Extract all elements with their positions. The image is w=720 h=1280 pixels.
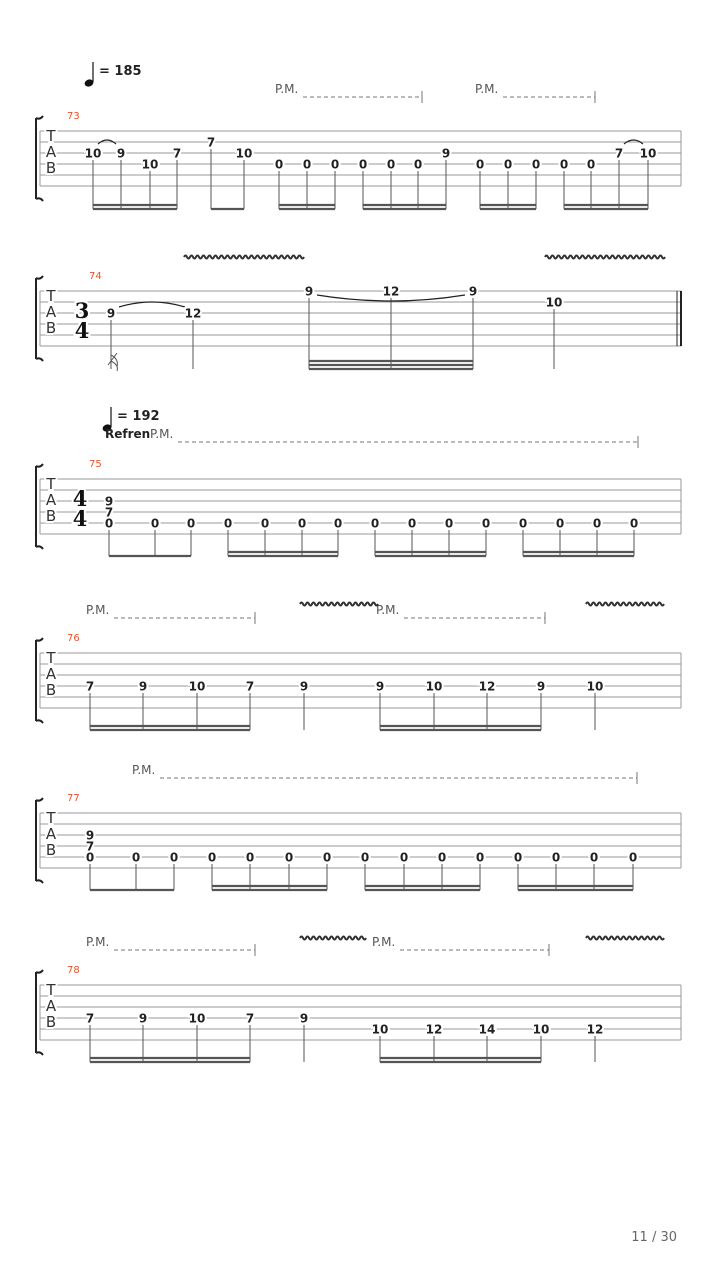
fret-number: 9	[104, 494, 114, 509]
time-signature-denominator: 4	[74, 318, 90, 343]
fret-number: 0	[284, 850, 294, 865]
palm-mute-label: P.M.	[86, 935, 110, 949]
fret-number: 10	[532, 1022, 550, 1037]
measure-number: 75	[89, 459, 102, 470]
palm-mute-label: P.M.	[376, 603, 400, 617]
tab-clef-letter: A	[45, 997, 57, 1015]
fret-number: 7	[85, 1011, 95, 1026]
measure-number: 76	[67, 633, 80, 644]
measure-number: 73	[67, 111, 80, 122]
fret-number: 0	[169, 850, 179, 865]
fret-number: 12	[586, 1022, 604, 1037]
tab-clef-letter: T	[46, 287, 56, 305]
tab-clef-letter: A	[45, 303, 57, 321]
palm-mute-label: P.M.	[275, 82, 299, 96]
tab-clef-letter: A	[45, 665, 57, 683]
fret-number: 9	[441, 146, 451, 161]
fret-number: 7	[104, 505, 114, 520]
tab-clef-letter: T	[46, 809, 56, 827]
vibrato-line	[586, 603, 664, 606]
fret-number: 12	[382, 284, 400, 299]
fret-number: 0	[555, 516, 565, 531]
section-label: Refren	[105, 427, 151, 441]
fret-number: 0	[260, 516, 270, 531]
page-number: 11 / 30	[631, 1230, 677, 1245]
palm-mute-label: P.M.	[132, 763, 156, 777]
fret-number: 0	[322, 850, 332, 865]
fret-number: 7	[245, 1011, 255, 1026]
fret-number: 0	[302, 157, 312, 172]
fret-number: 0	[551, 850, 561, 865]
vibrato-line	[545, 256, 665, 259]
fret-number: 0	[437, 850, 447, 865]
fret-number: 7	[172, 146, 182, 161]
tempo-marking: = 185	[99, 64, 142, 79]
fret-number: 9	[85, 828, 95, 843]
fret-number: 0	[444, 516, 454, 531]
fret-number: 0	[481, 516, 491, 531]
fret-number: 7	[614, 146, 624, 161]
tab-clef-letter: B	[45, 1013, 57, 1031]
grace-flag	[108, 353, 117, 371]
fret-number: 0	[333, 516, 343, 531]
fret-number: 7	[85, 679, 95, 694]
fret-number: 9	[138, 1011, 148, 1026]
fret-number: 10	[545, 295, 563, 310]
fret-number: 0	[531, 157, 541, 172]
tempo-marking: = 192	[117, 409, 160, 424]
fret-number: 0	[330, 157, 340, 172]
fret-number: 0	[358, 157, 368, 172]
vibrato-line	[184, 256, 304, 259]
tab-clef-letter: T	[46, 649, 56, 667]
palm-mute-label: P.M.	[475, 82, 499, 96]
fret-number: 12	[184, 306, 202, 321]
fret-number: 0	[223, 516, 233, 531]
tab-clef-letter: B	[45, 841, 57, 859]
fret-number: 0	[245, 850, 255, 865]
fret-number: 0	[131, 850, 141, 865]
fret-number: 10	[371, 1022, 389, 1037]
fret-number: 0	[513, 850, 523, 865]
palm-mute-label: P.M.	[86, 603, 110, 617]
tab-clef-letter: T	[46, 127, 56, 145]
fret-number: 0	[150, 516, 160, 531]
fret-number: 9	[116, 146, 126, 161]
fret-number: 12	[478, 679, 496, 694]
fret-number: 9	[299, 679, 309, 694]
fret-number: 10	[141, 157, 159, 172]
fret-number: 0	[386, 157, 396, 172]
palm-mute-label: P.M.	[150, 427, 174, 441]
tab-clef-letter: B	[45, 681, 57, 699]
fret-number: 0	[407, 516, 417, 531]
fret-number: 0	[559, 157, 569, 172]
vibrato-line	[300, 937, 366, 940]
fret-number: 14	[478, 1022, 496, 1037]
fret-number: 9	[536, 679, 546, 694]
fret-number: 0	[629, 516, 639, 531]
time-signature-denominator: 4	[72, 506, 88, 531]
fret-number: 9	[375, 679, 385, 694]
vibrato-line	[586, 937, 664, 940]
fret-number: 0	[589, 850, 599, 865]
fret-number: 0	[370, 516, 380, 531]
fret-number: 9	[299, 1011, 309, 1026]
fret-number: 9	[106, 306, 116, 321]
measure-number: 74	[89, 271, 102, 282]
fret-number: 10	[188, 679, 206, 694]
fret-number: 0	[104, 516, 114, 531]
slur-arc	[119, 302, 185, 307]
fret-number: 0	[586, 157, 596, 172]
fret-number: 0	[475, 157, 485, 172]
fret-number: 0	[475, 850, 485, 865]
measure-number: 78	[67, 965, 80, 976]
time-signature-numerator: 4	[72, 486, 88, 511]
palm-mute-label: P.M.	[372, 935, 396, 949]
fret-number: 0	[207, 850, 217, 865]
fret-number: 10	[425, 679, 443, 694]
tab-clef-letter: T	[46, 981, 56, 999]
fret-number: 10	[188, 1011, 206, 1026]
fret-number: 10	[235, 146, 253, 161]
fret-number: 7	[206, 135, 216, 150]
fret-number: 9	[468, 284, 478, 299]
measure-number: 77	[67, 793, 80, 804]
fret-number: 0	[628, 850, 638, 865]
tab-clef-letter: B	[45, 507, 57, 525]
tab-clef-letter: A	[45, 143, 57, 161]
tab-clef-letter: A	[45, 491, 57, 509]
fret-number: 0	[360, 850, 370, 865]
fret-number: 10	[586, 679, 604, 694]
fret-number: 0	[85, 850, 95, 865]
fret-number: 0	[413, 157, 423, 172]
fret-number: 10	[84, 146, 102, 161]
tab-clef-letter: B	[45, 319, 57, 337]
tab-clef-letter: T	[46, 475, 56, 493]
fret-number: 7	[85, 839, 95, 854]
fret-number: 7	[245, 679, 255, 694]
fret-number: 0	[297, 516, 307, 531]
fret-number: 12	[425, 1022, 443, 1037]
time-signature-numerator: 3	[74, 298, 90, 323]
fret-number: 0	[592, 516, 602, 531]
vibrato-line	[300, 603, 378, 606]
fret-number: 0	[503, 157, 513, 172]
fret-number: 0	[274, 157, 284, 172]
fret-number: 0	[518, 516, 528, 531]
fret-number: 0	[399, 850, 409, 865]
fret-number: 0	[186, 516, 196, 531]
tab-clef-letter: A	[45, 825, 57, 843]
fret-number: 9	[138, 679, 148, 694]
tab-clef-letter: B	[45, 159, 57, 177]
fret-number: 9	[304, 284, 314, 299]
fret-number: 10	[639, 146, 657, 161]
